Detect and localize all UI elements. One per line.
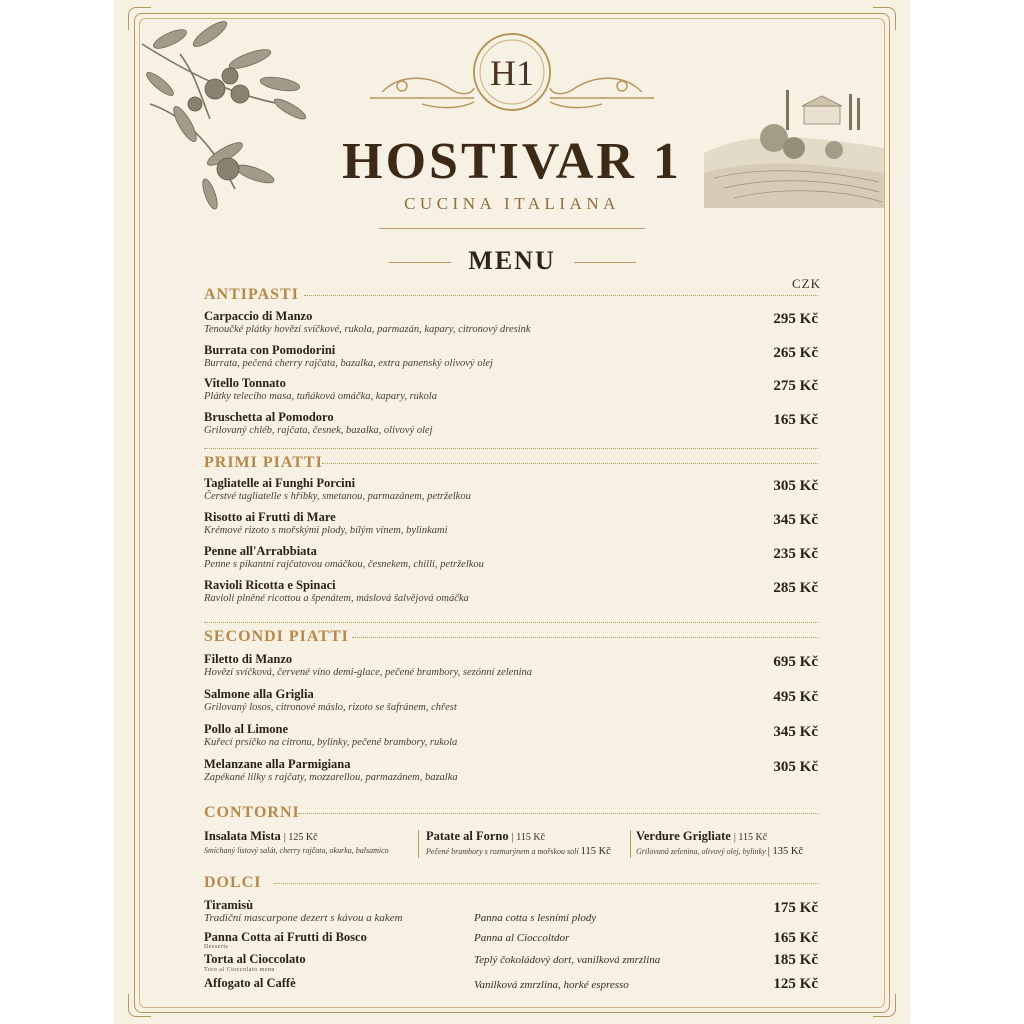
corner-ornament xyxy=(128,994,151,1017)
menu-item-price: 345 Kč xyxy=(773,724,818,740)
section-separator xyxy=(204,622,818,623)
monogram-crest-ornament xyxy=(362,32,662,116)
brand-subtitle: CUCINA ITALIANA xyxy=(404,194,620,213)
dessert-item-name: Affogato al Caffè xyxy=(204,976,296,990)
menu-item-desc: Penne s pikantní rajčatovou omáčkou, česnekem, chilli, petrželkou xyxy=(204,559,484,570)
section-title-contorni: CONTORNI xyxy=(204,804,300,821)
menu-item-name: Vitello Tonnato xyxy=(204,376,286,390)
menu-item-price: 345 Kč xyxy=(773,512,818,528)
menu-item-price: 265 Kč xyxy=(773,344,818,361)
menu-item-price: 495 Kč xyxy=(773,689,818,705)
menu-item-desc: Grilovaný chléb, rajčata, česnek, bazalka, olivový olej xyxy=(204,424,433,436)
dessert-item-desc-alt: Teplý čokoládový dort, vanilková zmrzlina xyxy=(474,954,661,966)
corner-ornament xyxy=(873,994,896,1017)
dessert-item-desc-alt: Vanilková zmrzlina, horké espresso xyxy=(474,979,629,991)
menu-item-desc: Tenoučké plátky hovězí svíčkové, rukola, parmazán, kapary, citronový dresink xyxy=(204,324,531,335)
divider-line xyxy=(389,262,451,263)
contorni-item-desc: Smíchaný listový salát, cherry rajčata, okurka, balsamico xyxy=(204,846,389,855)
column-separator xyxy=(630,830,631,858)
section-title-dolci: DOLCI xyxy=(204,874,262,891)
brand-name: HOSTIVAR 1 xyxy=(342,133,682,190)
menu-item-desc: Burrata, pečená cherry rajčata, bazalka, extra panenský olivový olej xyxy=(204,357,493,369)
menu-item-name: Burrata con Pomodorini xyxy=(204,342,336,357)
monogram-text: H1 xyxy=(490,53,534,93)
section-divider xyxy=(298,813,818,814)
menu-item-desc: Ravioli plněné ricottou a špenátem, máslová šalvějová omáčka xyxy=(204,593,469,604)
menu-item-desc: Kuřecí prsíčko na citronu, bylinky, pečené brambory, rukola xyxy=(204,737,458,748)
menu-item-name: Filetto di Manzo xyxy=(204,652,293,666)
menu-item-name: Penne all'Arrabbiata xyxy=(204,544,317,558)
contorni-item-name: Verdure Grigliate | 115 Kč xyxy=(636,829,768,843)
section-title: ANTIPASTI xyxy=(204,286,299,303)
section-title: SECONDI PIATTI xyxy=(204,628,349,645)
dessert-item-desc-alt: Panna al Cioccoltdor xyxy=(474,932,570,944)
menu-item-name: Tagliatelle ai Funghi Porcini xyxy=(204,476,356,490)
currency-label: CZK xyxy=(792,276,821,291)
section-divider xyxy=(352,637,818,638)
menu-item-price: 235 Kč xyxy=(773,546,818,562)
dessert-item-price: 185 Kč xyxy=(773,952,818,968)
section-separator xyxy=(204,448,818,449)
menu-item-desc: Grilovaný losos, citronové máslo, rizoto se šafránem, chřest xyxy=(204,702,457,713)
section-title: PRIMI PIATTI xyxy=(204,454,323,471)
divider-line xyxy=(574,262,636,263)
menu-item-price: 285 Kč xyxy=(773,580,818,596)
corner-ornament xyxy=(873,7,896,30)
dessert-item-name: Torta al Cioccolato xyxy=(204,952,306,966)
menu-page xyxy=(114,0,910,1024)
contorni-item-name: Insalata Mista | 125 Kč xyxy=(204,829,318,843)
menu-item-desc: Plátky telecího masa, tuňáková omáčka, kapary, rukola xyxy=(204,391,437,402)
contorni-item-name: Patate al Forno | 115 Kč xyxy=(426,829,546,843)
menu-item-desc: Čerstvé tagliatelle s hříbky, smetanou, parmazánem, petrželkou xyxy=(204,491,471,502)
menu-item-price: 165 Kč xyxy=(773,411,818,428)
dessert-item-price: 175 Kč xyxy=(773,900,818,916)
contorni-item-desc: Grilovaná zelenina, olivový olej, bylinky | 135 Kč xyxy=(636,846,804,857)
menu-item-desc: Hovězí svíčková, červené víno demi-glace, pečené brambory, sezónní zelenina xyxy=(204,667,533,678)
menu-item-price: 275 Kč xyxy=(773,378,818,394)
menu-item-price: 305 Kč xyxy=(773,759,818,775)
dessert-item-name: Tiramisù xyxy=(204,898,254,912)
dessert-small-mark: Toro al Cioccolato menu xyxy=(204,967,275,973)
menu-item-desc: Krémové rizoto s mořskými plody, bílým vínem, bylinkami xyxy=(204,525,448,536)
dessert-item-price: 125 Kč xyxy=(773,976,818,992)
menu-item-name: Pollo al Limone xyxy=(204,722,289,736)
menu-item-price: 695 Kč xyxy=(773,654,818,670)
menu-item-name: Risotto ai Frutti di Mare xyxy=(204,510,336,524)
menu-item-name: Melanzane alla Parmigiana xyxy=(204,757,351,771)
dessert-item-name: Panna Cotta ai Frutti di Bosco xyxy=(204,930,367,944)
dessert-item-desc: Tradiční mascarpone dezert s kávou a kakem xyxy=(204,912,403,924)
menu-title: MENU xyxy=(468,246,556,275)
menu-item-desc: Zapékané lilky s rajčaty, mozzarellou, parmazánem, bazalka xyxy=(204,772,458,783)
menu-item-name: Ravioli Ricotta e Spinaci xyxy=(204,578,336,592)
menu-item-price: 295 Kč xyxy=(773,311,818,327)
dessert-item-desc-alt: Panna cotta s lesními plody xyxy=(474,912,597,924)
menu-item-name: Salmone alla Griglia xyxy=(204,687,314,701)
section-divider xyxy=(322,463,818,464)
contorni-item-desc: Pečené brambory s rozmarýnem a mořskou solí 115 Kč xyxy=(426,846,611,857)
menu-item-name: Carpaccio di Manzo xyxy=(204,309,313,323)
column-separator xyxy=(418,830,419,858)
menu-item-price: 305 Kč xyxy=(773,478,818,494)
menu-item-name: Bruschetta al Pomodoro xyxy=(204,409,334,424)
section-divider xyxy=(274,883,818,884)
dessert-item-price: 165 Kč xyxy=(773,930,818,946)
divider-line xyxy=(379,228,645,229)
section-divider xyxy=(304,295,818,296)
dessert-small-mark: Desserts xyxy=(204,944,229,950)
